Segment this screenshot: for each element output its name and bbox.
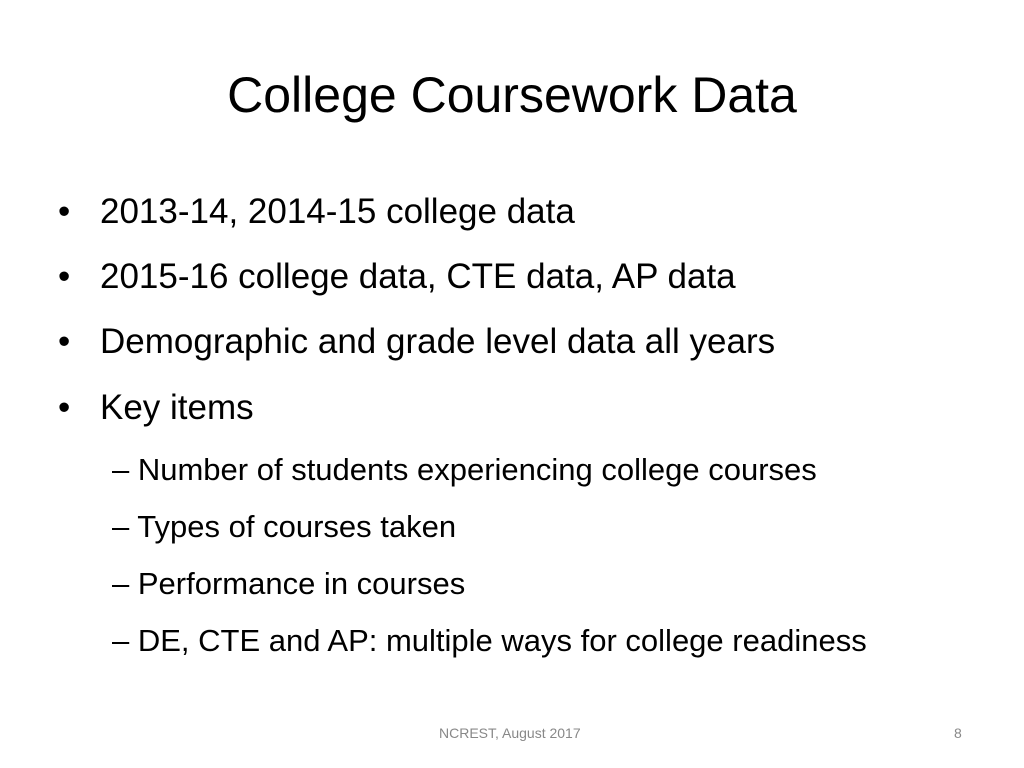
sub-bullet: – DE, CTE and AP: multiple ways for college readiness [112, 623, 867, 658]
sub-bullet-text: Types of courses taken [137, 509, 457, 544]
page-number: 8 [954, 725, 962, 741]
sub-bullet-text: DE, CTE and AP: multiple ways for college readiness [137, 623, 867, 658]
bullet: • 2013-14, 2014-15 college data [58, 192, 575, 231]
sub-bullet: – Types of courses taken [112, 509, 457, 544]
bullet-text: 2013-14, 2014-15 college data [100, 192, 575, 231]
bullet-text: Key items [100, 388, 254, 427]
bullet: • 2015-16 college data, CTE data, AP data [58, 257, 736, 296]
bullet: • Key items [58, 388, 254, 427]
bullet-text: Demographic and grade level data all years [100, 322, 776, 361]
bullet: • Demographic and grade level data all years [58, 322, 776, 361]
footer-text: NCREST, August 2017 [439, 725, 581, 741]
sub-bullet-text: Number of students experiencing college courses [137, 452, 817, 487]
sub-bullet-text: Performance in courses [137, 566, 466, 601]
sub-bullet: – Performance in courses [112, 566, 466, 601]
bullet-text: 2015-16 college data, CTE data, AP data [100, 257, 736, 296]
sub-bullet: – Number of students experiencing college courses [112, 452, 817, 487]
slide-title: College Coursework Data [227, 67, 797, 123]
